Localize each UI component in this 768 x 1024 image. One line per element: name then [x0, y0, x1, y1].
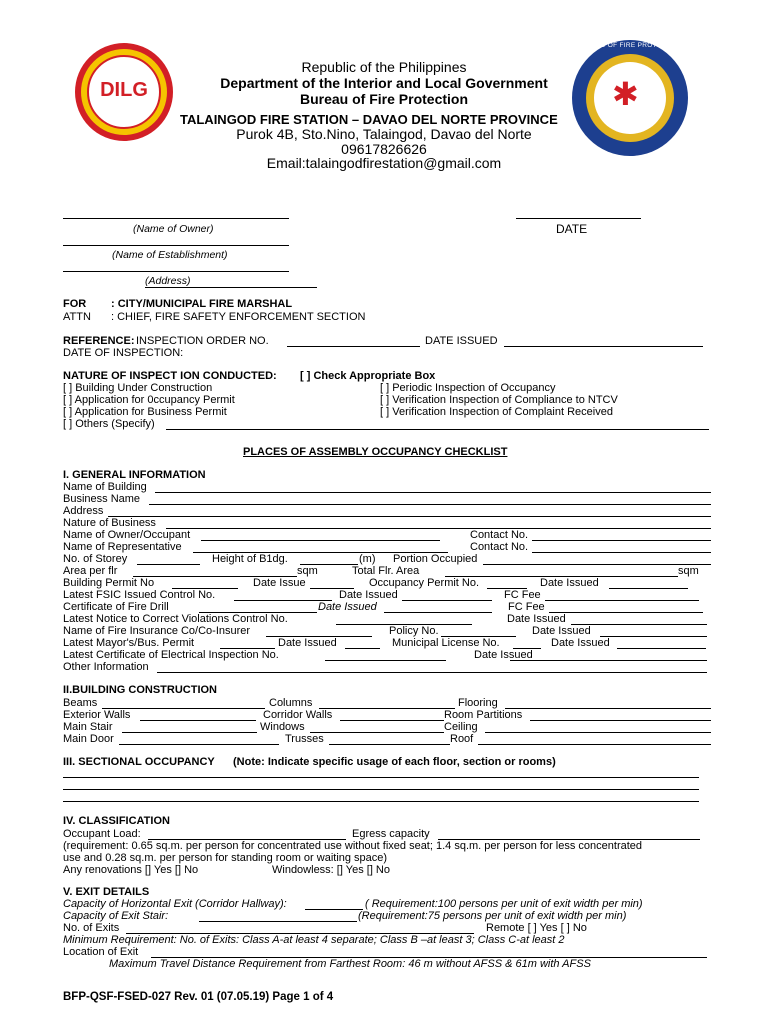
- corridor-walls-field[interactable]: [340, 720, 444, 721]
- fsic-date-issued-field[interactable]: [402, 600, 492, 601]
- representative-label: Name of Representative: [63, 541, 182, 553]
- nature-others-field[interactable]: [166, 429, 709, 430]
- roof-label: Roof: [450, 733, 474, 745]
- policy-date-issued-field[interactable]: [600, 636, 707, 637]
- nature-option-others[interactable]: [ ] Others (Specify): [63, 418, 155, 430]
- main-door-field[interactable]: [119, 744, 279, 745]
- ntcv-date-issued-label: Date Issued: [507, 613, 566, 625]
- drill-fee-field[interactable]: [549, 612, 703, 613]
- bfp-emblem-icon: ✱: [612, 76, 639, 112]
- height-label: Height of B1dg.: [212, 553, 288, 565]
- requirement-line-2: use and 0.28 sq.m. per person for standing room or waiting space): [63, 852, 388, 864]
- owner-contact-field[interactable]: [532, 540, 711, 541]
- mayor-date-issued-label: Date Issued: [278, 637, 337, 649]
- occupancy-permit-label: Occupancy Permit No.: [369, 577, 480, 589]
- fsic-fee-field[interactable]: [545, 600, 699, 601]
- policy-date-issued-label: Date Issued: [532, 625, 591, 637]
- owner-occupant-field[interactable]: [201, 540, 440, 541]
- department: Department of the Interior and Local Government: [220, 75, 548, 91]
- room-partitions-field[interactable]: [530, 720, 711, 721]
- other-info-field[interactable]: [157, 672, 707, 673]
- fsic-date-issued-label: Date Issued: [339, 589, 398, 601]
- address-label: (Address): [145, 275, 191, 287]
- establishment-label: (Name of Establishment): [112, 249, 228, 261]
- nature-business-label: Nature of Business: [63, 517, 156, 529]
- occupant-load-label: Occupant Load:: [63, 828, 141, 840]
- reference-label: REFERENCE:: [63, 335, 135, 347]
- windows-field[interactable]: [310, 732, 444, 733]
- area-label: Area per flr: [63, 565, 118, 577]
- business-name-label: Business Name: [63, 493, 141, 505]
- room-partitions-label: Room Partitions: [444, 709, 523, 721]
- windows-label: Windows: [260, 721, 305, 733]
- reference-date-issued-field[interactable]: [504, 346, 703, 347]
- nature-option-complaint[interactable]: [ ] Verification Inspection of Complaint Received: [380, 406, 613, 418]
- owner-label: (Name of Owner): [133, 223, 214, 235]
- mayor-date-issued-field[interactable]: [345, 648, 380, 649]
- exit-stair-requirement: (Requirement:75 persons per unit of exit width per min): [358, 910, 627, 922]
- number-of-exits-label: No. of Exits: [63, 922, 120, 934]
- date-label: DATE: [556, 222, 588, 236]
- exit-stair-field[interactable]: [199, 921, 357, 922]
- sectional-title: III. SECTIONAL OCCUPANCY: [63, 756, 215, 768]
- area-unit: sqm: [297, 565, 318, 577]
- main-stair-label: Main Stair: [63, 721, 113, 733]
- fire-drill-label: Certificate of Fire Drill: [63, 601, 169, 613]
- date-of-inspection-label: DATE OF INSPECTION:: [63, 347, 184, 359]
- bp-date-issue-label: Date Issue: [253, 577, 306, 589]
- drill-fee-label: FC Fee: [508, 601, 545, 613]
- nature-check-hint: [ ] Check Appropriate Box: [300, 370, 436, 382]
- electrical-date-issued-label: Date Issued: [474, 649, 533, 661]
- drill-date-issued-field[interactable]: [384, 612, 492, 613]
- nature-option-business-permit[interactable]: [ ] Application for Business Permit: [63, 406, 227, 418]
- license-label: Municipal License No.: [392, 637, 500, 649]
- policy-label: Policy No.: [389, 625, 439, 637]
- exterior-walls-field[interactable]: [140, 720, 256, 721]
- ntcv-date-issued-field[interactable]: [571, 624, 707, 625]
- corridor-walls-label: Corridor Walls: [263, 709, 333, 721]
- main-stair-field[interactable]: [122, 732, 257, 733]
- date-line[interactable]: [516, 218, 641, 219]
- total-area-label: Total Flr. Area: [352, 565, 420, 577]
- nature-option-ntcv[interactable]: [ ] Verification Inspection of Compliance to NTCV: [380, 394, 618, 406]
- egress-label: Egress capacity: [352, 828, 430, 840]
- attn-key: ATTN: [63, 311, 91, 323]
- nature-business-field[interactable]: [166, 528, 711, 529]
- sectional-note: (Note: Indicate specific usage of each floor, section or rooms): [233, 756, 556, 768]
- windowless-option[interactable]: Windowless: [] Yes [] No: [272, 864, 390, 876]
- storey-label: No. of Storey: [63, 553, 128, 565]
- electrical-label: Latest Certificate of Electrical Inspection No.: [63, 649, 279, 661]
- electrical-date-issued-field[interactable]: [510, 660, 707, 661]
- drill-date-issued-label: Date Issued: [318, 601, 377, 613]
- license-date-issued-label: Date Issued: [551, 637, 610, 649]
- exit-location-label: Location of Exit: [63, 946, 139, 958]
- remote-option[interactable]: Remote [ ] Yes [ ] No: [486, 922, 587, 934]
- classification-title: IV. CLASSIFICATION: [63, 815, 170, 827]
- exit-stair-label: Capacity of Exit Stair:: [63, 910, 169, 922]
- license-date-issued-field[interactable]: [617, 648, 706, 649]
- nature-option-under-construction[interactable]: [ ] Building Under Construction: [63, 382, 213, 394]
- fsic-fee-label: FC Fee: [504, 589, 541, 601]
- nature-option-occupancy-permit[interactable]: [ ] Application for 0ccupancy Permit: [63, 394, 235, 406]
- op-date-issued-label: Date Issued: [540, 577, 599, 589]
- general-title: I. GENERAL INFORMATION: [63, 469, 206, 481]
- main-door-label: Main Door: [63, 733, 114, 745]
- flooring-field[interactable]: [505, 708, 711, 709]
- exit-title: V. EXIT DETAILS: [63, 886, 150, 898]
- trusses-field[interactable]: [329, 744, 450, 745]
- other-info-label: Other Information: [63, 661, 149, 673]
- station-address: Purok 4B, Sto.Nino, Talaingod, Davao del Norte: [236, 126, 532, 142]
- construction-title: II.BUILDING CONSTRUCTION: [63, 684, 217, 696]
- total-area-unit: sqm: [678, 565, 699, 577]
- business-name-field[interactable]: [149, 504, 711, 505]
- horizontal-exit-requirement: ( Requirement:100 persons per unit of exit width per min): [365, 898, 643, 910]
- minimum-requirement: Minimum Requirement: No. of Exits: Class A-at least 4 separate; Class B –at least 3; Class C-at least 2: [63, 934, 565, 946]
- dilg-logo-text: DILG: [100, 79, 148, 101]
- columns-field[interactable]: [319, 708, 455, 709]
- sectional-line-2[interactable]: [63, 789, 699, 790]
- ceiling-field[interactable]: [485, 732, 711, 733]
- height-unit: (m): [359, 553, 376, 565]
- attn-value: : CHIEF, FIRE SAFETY ENFORCEMENT SECTION: [111, 311, 366, 323]
- address-line[interactable]: [63, 271, 289, 272]
- bfp-logo-text: BUREAU OF FIRE PROTECTION: [576, 42, 684, 49]
- general-address-field[interactable]: [108, 516, 711, 517]
- building-name-label: Name of Building: [63, 481, 147, 493]
- ceiling-label: Ceiling: [444, 721, 478, 733]
- inspection-order-field[interactable]: [287, 346, 420, 347]
- establishment-line[interactable]: [63, 245, 289, 246]
- form-footer: BFP-QSF-FSED-027 Rev. 01 (07.05.19) Page 1 of 4: [63, 991, 334, 1003]
- op-date-issued-field[interactable]: [609, 588, 688, 589]
- owner-occupant-label: Name of Owner/Occupant: [63, 529, 191, 541]
- station: TALAINGOD FIRE STATION – DAVAO DEL NORTE PROVINCE: [180, 112, 558, 127]
- representative-contact-label: Contact No.: [470, 541, 529, 553]
- insurer-label: Name of Fire Insurance Co/Co-Insurer: [63, 625, 251, 637]
- sectional-line-1[interactable]: [63, 777, 699, 778]
- inspection-order-label: INSPECTION ORDER NO.: [136, 335, 269, 347]
- nature-option-periodic[interactable]: [ ] Periodic Inspection of Occupancy: [380, 382, 556, 394]
- republic: Republic of the Philippines: [301, 59, 467, 75]
- requirement-line-1: (requirement: 0.65 sq.m. per person for concentrated use without fixed seat; 1.4 sq.m. per person for less concentrated: [63, 840, 643, 852]
- storey-field[interactable]: [137, 564, 200, 565]
- station-email: Email:talaingodfirestation@gmail.com: [266, 155, 502, 171]
- sectional-line-3[interactable]: [63, 801, 699, 802]
- owner-contact-label: Contact No.: [470, 529, 529, 541]
- columns-label: Columns: [269, 697, 313, 709]
- horizontal-exit-label: Capacity of Horizontal Exit (Corridor Hallway):: [63, 898, 287, 910]
- horizontal-exit-field[interactable]: [305, 909, 363, 910]
- electrical-field[interactable]: [325, 660, 446, 661]
- travel-distance: Maximum Travel Distance Requirement from Farthest Room: 46 m without AFSS & 61m with AFSS: [109, 958, 591, 970]
- exterior-walls-label: Exterior Walls: [63, 709, 131, 721]
- trusses-label: Trusses: [285, 733, 324, 745]
- representative-contact-field[interactable]: [532, 552, 711, 553]
- for-key: FOR: [63, 298, 87, 310]
- building-permit-label: Building Permit No: [63, 577, 155, 589]
- mayor-permit-label: Latest Mayor's/Bus. Permit: [63, 637, 195, 649]
- general-address-label: Address: [63, 505, 104, 517]
- reference-date-issued-label: DATE ISSUED: [425, 335, 498, 347]
- bureau: Bureau of Fire Protection: [299, 91, 469, 107]
- owner-line[interactable]: [63, 218, 289, 219]
- portion-label: Portion Occupied: [393, 553, 478, 565]
- flooring-label: Flooring: [458, 697, 498, 709]
- portion-field[interactable]: [483, 564, 711, 565]
- checklist-title: PLACES OF ASSEMBLY OCCUPANCY CHECKLIST: [243, 446, 508, 458]
- fsic-label: Latest FSIC Issued Control No.: [63, 589, 216, 601]
- roof-field[interactable]: [478, 744, 711, 745]
- renovations-option[interactable]: Any renovations [] Yes [] No: [63, 864, 199, 876]
- station-phone: 09617826626: [341, 141, 427, 157]
- ntcv-label: Latest Notice to Correct Violations Control No.: [63, 613, 288, 625]
- beams-label: Beams: [63, 697, 98, 709]
- building-name-field[interactable]: [155, 492, 711, 493]
- address-underline: [145, 287, 317, 288]
- for-value: : CITY/MUNICIPAL FIRE MARSHAL: [111, 298, 293, 310]
- nature-title: NATURE OF INSPECT ION CONDUCTED:: [63, 370, 277, 382]
